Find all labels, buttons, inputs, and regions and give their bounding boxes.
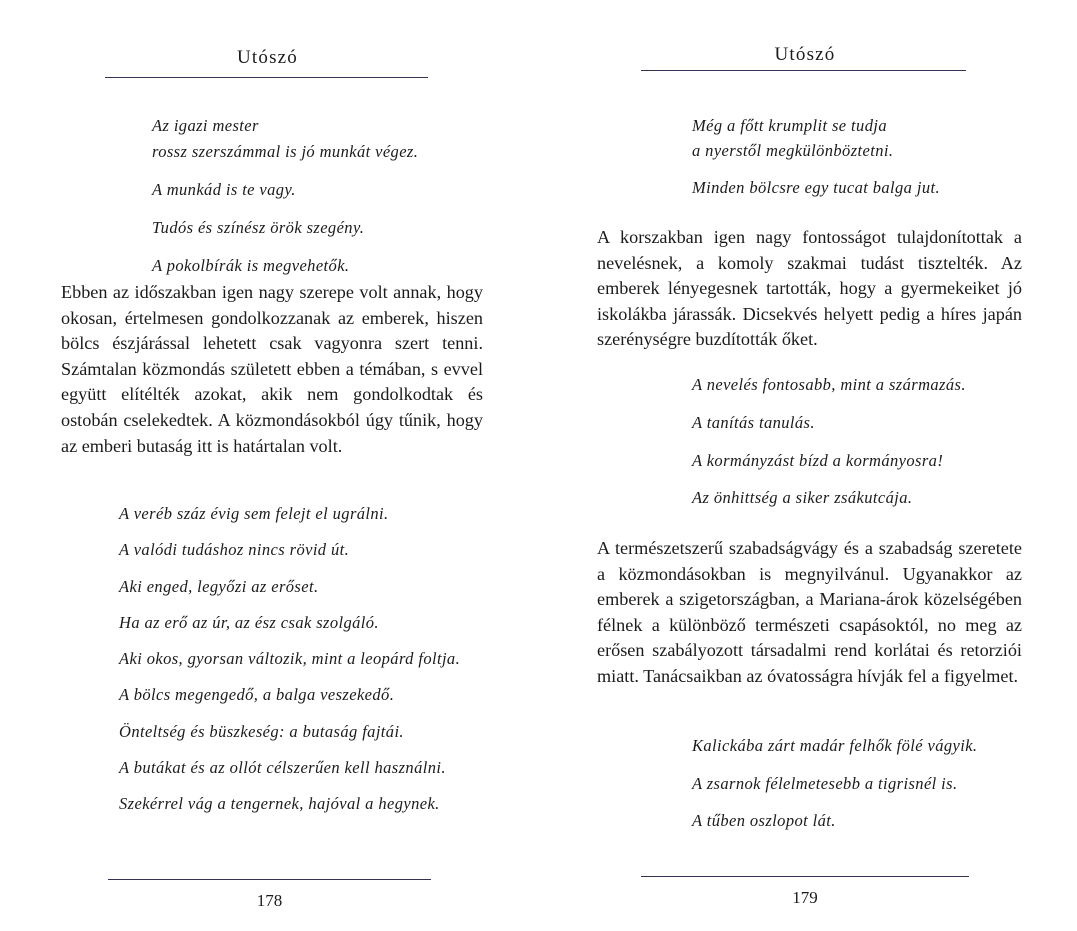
proverb-block <box>152 113 418 279</box>
proverb-line: A bölcs megengedő, a balga veszekedő. <box>119 685 395 705</box>
proverb-block <box>692 113 940 200</box>
proverb-line: A tanítás tanulás. <box>692 412 815 432</box>
footer-rule <box>641 876 969 877</box>
proverb-line: a nyerstől megkülönböztetni. <box>692 141 894 160</box>
proverb-line: A munkád is te vagy. <box>152 180 296 199</box>
footer-rule <box>108 879 431 880</box>
proverb-line: A nevelés fontosabb, mint a származás. <box>692 375 966 394</box>
proverb-line: Az önhittség a siker zsákutcája. <box>692 488 913 508</box>
proverb-line: Az igazi mester <box>152 116 259 135</box>
running-header: Utószó <box>774 44 836 65</box>
body-paragraph: A természetszerű szabadságvágy és a szabadság szeretete a közmondásokban is megnyilvánul. Ugyanakkor az emberek a szigetországban, a Mariana-árok közelségében félnek a különböző természeti csapásoktól, no meg az erősen szabályozott társadalmi rend korlátai és retorziói miatt. Tanácsaikban az óvatosságra hívják fel a figyelmet. <box>597 538 1022 686</box>
proverb-line: Minden bölcsre egy tucat balga jut. <box>692 178 941 197</box>
proverb-line: Még a főtt krumplit se tudja <box>692 116 887 135</box>
proverb-line: A valódi tudáshoz nincs rövid út. <box>119 540 350 560</box>
proverb-line: Aki enged, legyőzi az erőset. <box>119 576 319 596</box>
header-rule <box>105 77 428 78</box>
proverb-line: Szekérrel vág a tengernek, hajóval a hegynek. <box>119 794 440 814</box>
proverb-block <box>692 374 966 525</box>
proverb-line: Ha az erő az úr, az ész csak szolgáló. <box>119 612 379 632</box>
proverb-block <box>692 735 977 848</box>
right-page <box>540 0 1077 931</box>
proverb-line: Tudós és színész örök szegény. <box>152 218 365 237</box>
proverb-line: Aki okos, gyorsan változik, mint a leopárd foltja. <box>119 649 461 669</box>
running-header: Utószó <box>236 47 299 68</box>
header-rule <box>641 70 966 71</box>
page-number: 178 <box>256 891 283 910</box>
proverb-line: A zsarnok félelmetesebb a tigrisnél is. <box>692 773 958 793</box>
proverb-line: rossz szerszámmal is jó munkát végez. <box>152 142 419 161</box>
proverb-line: A pokolbírák is megvehetők. <box>152 256 350 275</box>
proverb-block <box>119 503 460 830</box>
page-number: 179 <box>792 888 818 907</box>
body-paragraph: A korszakban igen nagy fontosságot tulajdonítottak a nevelésnek, a komoly szakmai tudást tisztelték. Az emberek lényegesnek tartották, hogy a gyermekeiket jó iskolákba járassák. Dicsekvés helyett pedig a híres japán szerénységre buzdították őket. <box>597 227 1022 350</box>
proverb-line: Kalickába zárt madár felhők fölé vágyik. <box>692 736 978 755</box>
proverb-line: A veréb száz évig sem felejt el ugrálni. <box>119 504 389 523</box>
body-paragraph: Ebben az időszakban igen nagy szerepe volt annak, hogy okosan, értelmesen gondolkozzanak az emberek, hiszen bölcs észjárással lehetett csak vagyonra szert tenni. Számtalan közmondás született ebben a témában, s evvel együtt elítélték azokat, akik nem gondolkodtak és ostobán cselekedtek. A közmondásokból úgy tűnik, hogy az emberi butaság itt is határtalan volt. <box>61 282 483 456</box>
proverb-line: A tűben oszlopot lát. <box>692 811 836 831</box>
proverb-line: A butákat és az ollót célszerűen kell használni. <box>119 758 446 778</box>
proverb-line: A kormányzást bízd a kormányosra! <box>692 450 944 470</box>
proverb-line: Önteltség és büszkeség: a butaság fajtái. <box>119 721 404 741</box>
